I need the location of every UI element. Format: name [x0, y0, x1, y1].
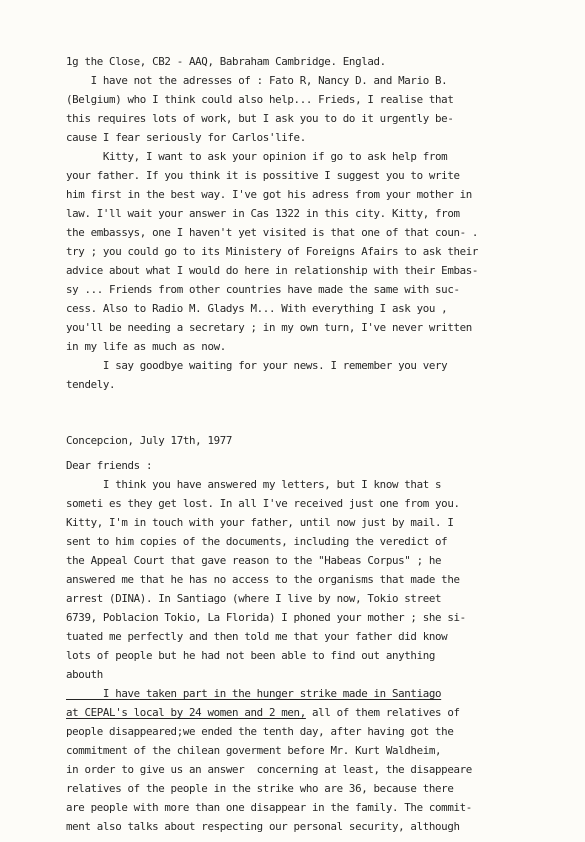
letter-1-line: in my life as much as now. [66, 340, 226, 353]
letter-1-line: tendely. [66, 378, 116, 391]
letter-1-line: your father. If you think it is possitive I suggest you to write [66, 169, 460, 182]
letter-2-line: relatives of the people in the strike who are 36, because there [66, 782, 454, 795]
letter-2-line: someti es they get lost. In all I've received just one from you. [66, 497, 460, 510]
letter-2-line: are people with more than one disappear in the family. The commit- [66, 801, 472, 814]
letter-1-line: I say goodbye waiting for your news. I remember you very [66, 359, 448, 372]
letter-2-underlined-line: I have taken part in the hunger strike made in Santiago [66, 687, 442, 700]
letter-2-date-heading: Concepcion, July 17th, 1977 [66, 434, 233, 447]
letter-1-body [66, 52, 563, 394]
letter-2-salutation: Dear friends : [66, 459, 153, 472]
letter-1-line: 1g the Close, CB2 - AAQ, Babraham Cambridge. Englad. [66, 55, 386, 68]
letter-2-line: sent to him copies of the documents, including the veredict of [66, 535, 448, 548]
letter-1-line: cess. Also to Radio M. Gladys M... With everything I ask you , [66, 302, 448, 315]
letter-1-line: sy ... Friends from other countries have made the same with suc- [66, 283, 460, 296]
letter-1-line: cause I fear seriously for Carlos'life. [66, 131, 306, 144]
letter-2-heading-block [66, 431, 563, 450]
letter-1-line: you'll be needing a secretary ; in my own turn, I've never written [66, 321, 472, 334]
letter-1-line: advice about what I would do here in relationship with their Embas- [66, 264, 479, 277]
letter-2-line: 6739, Poblacion Tokio, La Florida) I phoned your mother ; she si- [66, 611, 466, 624]
letter-2-line: people disappeared;we ended the tenth day, after having got the [66, 725, 454, 738]
letter-2-line: tuated me perfectly and then told me that your father did know [66, 630, 448, 643]
letter-2-line: in order to give us an answer concerning at least, the disappeare [66, 763, 472, 776]
letter-2-line: I think you have answered my letters, but I know that s [66, 478, 442, 491]
line-remainder: all of them relatives of [305, 706, 460, 719]
letter-2-line: lots of people but he had not been able to find out anything [66, 649, 436, 662]
letter-1-line: Kitty, I want to ask your opinion if go to ask help from [66, 150, 448, 163]
letter-1-line: this requires lots of work, but I ask you to do it urgently be- [66, 112, 454, 125]
underlined-phrase: at CEPAL's local by 24 women and 2 men, [66, 706, 306, 719]
letter-2-body [66, 456, 563, 836]
letter-1-line: him first in the best way. I've got his adress from your mother in [66, 188, 472, 201]
letter-1-line: I have not the adresses of : Fato R, Nancy D. and Mario B. [66, 74, 448, 87]
letter-2-line: the Appeal Court that gave reason to the "Habeas Corpus" ; he [66, 554, 442, 567]
letter-2-line: abouth [66, 668, 103, 681]
letter-2-line: ment also talks about respecting our personal security, although [66, 820, 460, 833]
letter-1-line: the embassys, one I haven't yet visited is that one of that coun- . [66, 226, 479, 239]
letter-1-line: law. I'll wait your answer in Cas 1322 in this city. Kitty, from [66, 207, 460, 220]
letter-1-line: (Belgium) who I think could also help... Frieds, I realise that [66, 93, 454, 106]
letter-2-line [66, 703, 563, 722]
letter-1-line: try ; you could go to its Ministery of Foreigns Afairs to ask their [66, 245, 479, 258]
letter-2-line: commitment of the chilean goverment before Mr. Kurt Waldheim, [66, 744, 442, 757]
letter-2-line: Kitty, I'm in touch with your father, until now just by mail. I [66, 516, 454, 529]
letter-2-line: answered me that he has no access to the organisms that made the [66, 573, 460, 586]
letter-2-line: arrest (DINA). In Santiago (where I live by now, Tokio street [66, 592, 442, 605]
